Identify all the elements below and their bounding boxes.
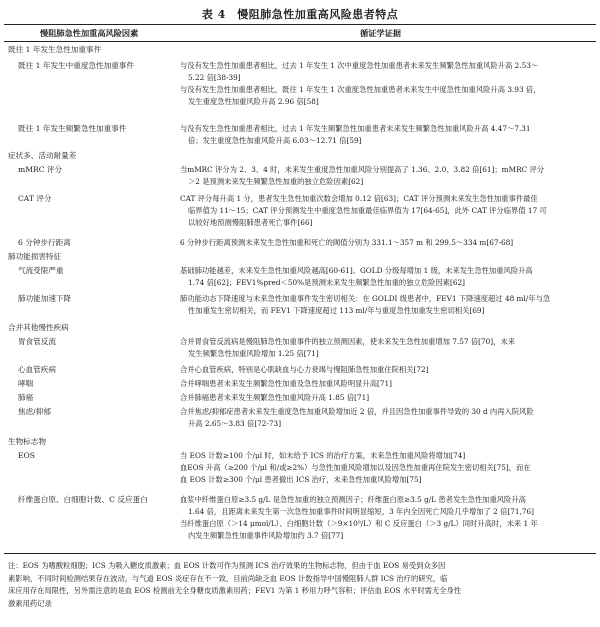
- table-title: 表 4 慢阻肺急性加重高风险患者特点: [201, 8, 399, 21]
- risk-factor-category: 肺功能损害特征: [8, 252, 62, 261]
- risk-factor-label: 心血管疾病: [18, 365, 56, 374]
- risk-factor-category: 既往 1 年发生急性加重事件: [8, 45, 102, 54]
- risk-factor-label: 肺癌: [18, 393, 34, 402]
- evidence-cell: [180, 265, 594, 289]
- evidence-line: 与没有发生急性加重患者相比，过去 1 年发生频繁急性加重患者未来发生频繁急性加重风险升高 4.47～7.31: [180, 124, 531, 133]
- evidence-line: 6 分钟步行距离预测未来发生急性加重和死亡的阈值分别为 331.1～357 m 和 299.5～334 m[67-68]: [180, 238, 514, 247]
- evidence-cell: [180, 293, 594, 317]
- evidence-line: 基础肺功能越差，未来发生急性加重风险越高[60-61]。GOLD 分级每增加 1 级，未来发生急性加重风险升高: [180, 266, 533, 275]
- evidence-line: 发生重度急性加重风险升高 2.96 倍[58]: [188, 97, 319, 106]
- evidence-line: 临界值为 11～15；CAT 评分预测发生中重度急性加重最佳临界值为 17[64-65]，此外 CAT 评分临界值 17 可: [188, 206, 547, 215]
- evidence-line: 血浆中纤维蛋白原≥3.5 g/L 是急性加重的独立预测因子；纤维蛋白原≥3.5 g/L 患者发生急性加重风险升高: [180, 495, 526, 504]
- risk-factor-category: 生物标志物: [8, 437, 46, 446]
- risk-factor-label: 纤维蛋白原、白细胞计数、C 反应蛋白: [18, 495, 148, 504]
- evidence-line: 与没有发生急性加重患者相比，过去 1 年发生 1 次中重度急性加重患者未来发生频繁急性加重风险升高 2.53～: [180, 61, 539, 70]
- risk-factor-label: 焦虑/抑郁: [18, 407, 51, 416]
- risk-factor-label: 哮喘: [18, 379, 34, 388]
- risk-factor-label: 既往 1 年发生频繁急性加重事件: [18, 124, 127, 133]
- risk-factor-label: EOS: [18, 451, 35, 460]
- evidence-cell: [180, 494, 594, 542]
- risk-factor-category: 症状多、活动耐量差: [8, 151, 77, 160]
- evidence-cell: [180, 406, 594, 430]
- evidence-line: 合并肺癌患者未来发生频繁急性加重风险升高 1.85 倍[71]: [180, 393, 370, 402]
- evidence-line: 合并焦虑/抑郁症患者未来发生重度急性加重风险增加近 2 倍，并且因急性加重事件导致的 30 d 内再入院风险: [180, 407, 534, 416]
- evidence-line: 与没有发生急性加重患者相比，既往 1 年发生 1 次重度急性加重患者未来发生中度急性加重风险升高 3.93 倍，: [180, 85, 541, 94]
- risk-factor-label: 肺功能加速下降: [18, 294, 72, 303]
- risk-factor-category: 合并其他慢性疾病: [8, 323, 69, 332]
- evidence-line: 血EOS 升高（≥200 个/μl 和/或≥2%）与急性加重风险增加以及因急性加重再住院发生密切相关[75]，而在: [180, 463, 531, 472]
- evidence-line: 当mMRC 评分为 2、3、4 时，未来发生重度急性加重风险分别提高了 1.36、2.0、3.82 倍[61]；mMRC 评分: [180, 165, 545, 174]
- risk-factor-label: 气流受限严重: [18, 266, 64, 275]
- evidence-line: 血 EOS 计数≥300 个/μl 患者撤出 ICS 治疗，未来急性加重风险增加[75]: [180, 475, 422, 484]
- evidence-line: 合并心血管疾病，特别是心肌缺血与心力衰竭与慢阻肺急性加重住院相关[72]: [180, 365, 429, 374]
- evidence-line: ＞2 是预测未来发生频繁急性加重的独立危险因素[62]: [188, 177, 364, 186]
- table-footnote: [8, 560, 594, 610]
- evidence-line: 倍；发生重度急性加重风险升高 6.03～12.71 倍[59]: [188, 136, 362, 145]
- evidence-cell: [180, 450, 594, 486]
- evidence-line: 当纤维蛋白原（＞14 μmol/L）、白细胞计数（＞9×10⁹/L）和 C 反应蛋白（＞3 g/L）同时升高时，未来 1 年: [180, 519, 538, 528]
- evidence-line: 合并哮喘患者未来发生频繁急性加重及急性加重风险明显升高[71]: [180, 379, 392, 388]
- evidence-cell: [180, 60, 594, 108]
- evidence-line: 发生频繁急性加重风险增加 1.25 倍[71]: [188, 349, 319, 358]
- bottom-rule: [4, 553, 596, 554]
- evidence-line: 升高 2.65～3.83 倍[72-73]: [188, 419, 282, 428]
- footnote-line: 注：EOS 为嗜酸粒细胞；ICS 为吸入糖皮质激素；血 EOS 计数可作为预测 ICS 治疗效果的生物标志物，但由于血 EOS 易受到众多因: [8, 561, 446, 570]
- evidence-line: 1.74 倍[62]；FEV1%pred＜50%是预测未来发生频繁急性加重的独立危险因素[62]: [188, 278, 465, 287]
- evidence-cell: [180, 123, 594, 147]
- footnote-line: 素影响，不同时间检测结果存在波动，与气道 EOS 炎症存在不一致，目前尚缺乏血 EOS 计数指导中国慢阻肺人群 ICS 治疗的研究，临: [8, 573, 448, 583]
- risk-factor-label: 胃食管反流: [18, 337, 56, 346]
- evidence-line: 以较好地预测慢阻肺患者死亡事件[66]: [188, 218, 313, 227]
- evidence-cell: [180, 193, 594, 229]
- evidence-line: 肺功能动态下降速度与未来急性加重事件发生密切相关：在 GOLDI 级患者中，FEV1 下降速度超过 48 ml/年与急: [180, 294, 551, 303]
- evidence-line: 当 EOS 计数≥100 个/μl 时，如未给予 ICS 的治疗方案，未来急性加重风险将增加[74]: [180, 451, 466, 460]
- risk-factor-label: 6 分钟步行距离: [18, 238, 71, 247]
- evidence-line: 5.22 倍[38-39]: [188, 73, 241, 82]
- evidence-cell: [180, 237, 594, 249]
- evidence-line: 1.64 倍，且距离未来发生第一次急性加重事件时间明显缩短，3 年内全因死亡风险几乎增加了 2 倍[71,76]: [188, 507, 534, 516]
- evidence-line: 性加重发生密切相关，而 FEV1 下降速度超过 113 ml/年与重度急性加重发生密切相关[69]: [188, 306, 485, 315]
- evidence-cell: [180, 378, 594, 390]
- column-header-factors: 慢阻肺急性加重高风险因素: [40, 28, 139, 38]
- risk-factor-label: mMRC 评分: [18, 165, 63, 174]
- header-rule: [4, 41, 596, 42]
- evidence-line: CAT 评分每升高 1 分，患者发生急性加重次数会增加 0.12 倍[63]；CAT 评分预测未来发生急性加重事件最佳: [180, 194, 538, 203]
- evidence-cell: [180, 392, 594, 404]
- column-header-evidence: 循证学证据: [360, 28, 401, 38]
- evidence-cell: [180, 364, 594, 376]
- risk-factor-label: 既往 1 年发生中重度急性加重事件: [18, 61, 134, 70]
- evidence-line: 内发生频繁急性加重事件风险增加约 3.7 倍[77]: [188, 531, 344, 540]
- evidence-line: 合并胃食管反流病是慢阻肺急性加重事件的独立预测因素，使未来发生急性加重增加 7.57 倍[70]，未来: [180, 337, 516, 346]
- top-rule: [4, 24, 596, 25]
- evidence-cell: [180, 336, 594, 360]
- risk-factor-label: CAT 评分: [18, 194, 52, 203]
- evidence-cell: [180, 164, 594, 188]
- footnote-line: 激素用药记录: [8, 598, 52, 608]
- footnote-line: 床应用存在局限性，另外需注意的是血 EOS 检测前无全身糖皮质激素用药；FEV1 为第 1 秒用力呼气容积；评估血 EOS 水平时需无全身性: [8, 586, 462, 595]
